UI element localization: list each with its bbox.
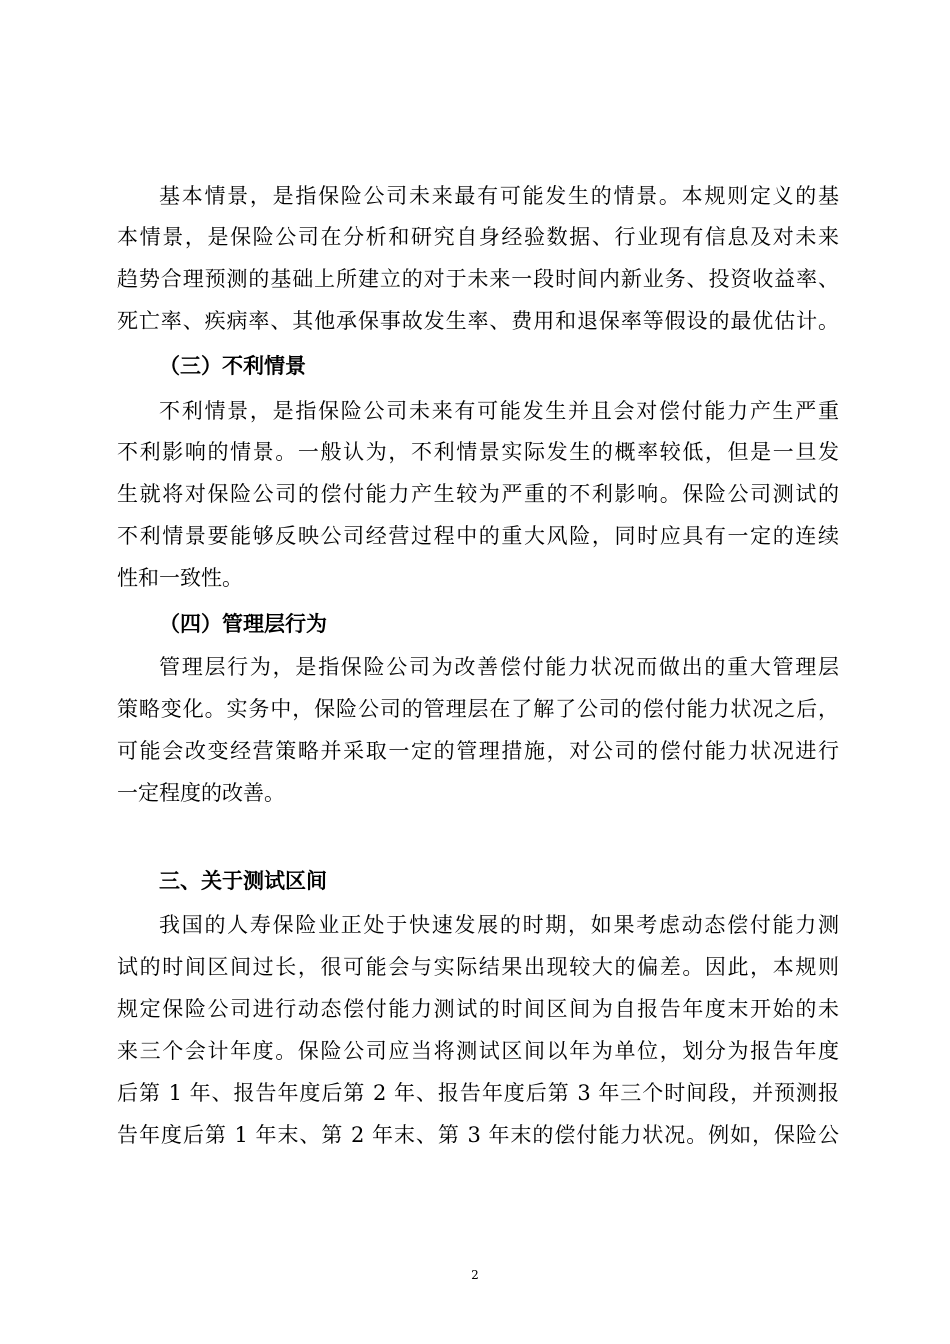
paragraph-line: 一定程度的改善。 [117,781,285,805]
paragraph-line: 试的时间区间过长，很可能会与实际结果出现较大的偏差。因此，本规则 [117,955,839,979]
section-heading: （四）管理层行为 [159,611,327,636]
paragraph-line: 管理层行为，是指保险公司为改善偿付能力状况而做出的重大管理层 [159,655,839,679]
paragraph-line: 规定保险公司进行动态偿付能力测试的时间区间为自报告年度末开始的未 [117,997,839,1021]
section-heading: （三）不利情景 [159,353,306,378]
paragraph-line: 可能会改变经营策略并采取一定的管理措施，对公司的偿付能力状况进行 [117,739,839,763]
paragraph-line: 死亡率、疾病率、其他承保事故发生率、费用和退保率等假设的最优估计。 [117,309,839,333]
paragraph-line: 性和一致性。 [117,566,243,590]
paragraph-line: 本情景，是保险公司在分析和研究自身经验数据、行业现有信息及对未来 [117,225,839,249]
section-heading: 三、关于测试区间 [159,868,327,893]
paragraph-line: 不利情景要能够反映公司经营过程中的重大风险，同时应具有一定的连续 [117,524,839,548]
paragraph-line: 策略变化。实务中，保险公司的管理层在了解了公司的偿付能力状况之后， [117,697,839,721]
paragraph-line: 不利影响的情景。一般认为，不利情景实际发生的概率较低，但是一旦发 [117,440,839,464]
paragraph-line: 趋势合理预测的基础上所建立的对于未来一段时间内新业务、投资收益率、 [117,267,839,291]
paragraph-line: 来三个会计年度。保险公司应当将测试区间以年为单位，划分为报告年度 [117,1039,839,1063]
paragraph-line: 我国的人寿保险业正处于快速发展的时期，如果考虑动态偿付能力测 [159,913,839,937]
paragraph-line: 生就将对保险公司的偿付能力产生较为严重的不利影响。保险公司测试的 [117,482,839,506]
paragraph-line: 不利情景，是指保险公司未来有可能发生并且会对偿付能力产生严重 [159,399,839,423]
paragraph-line: 告年度后第 1 年末、第 2 年末、第 3 年末的偿付能力状况。例如，保险公 [117,1123,839,1147]
paragraph-line: 基本情景，是指保险公司未来最有可能发生的情景。本规则定义的基 [159,184,839,208]
paragraph-line: 后第 1 年、报告年度后第 2 年、报告年度后第 3 年三个时间段，并预测报 [117,1081,839,1105]
page-number: 2 [471,1268,479,1282]
